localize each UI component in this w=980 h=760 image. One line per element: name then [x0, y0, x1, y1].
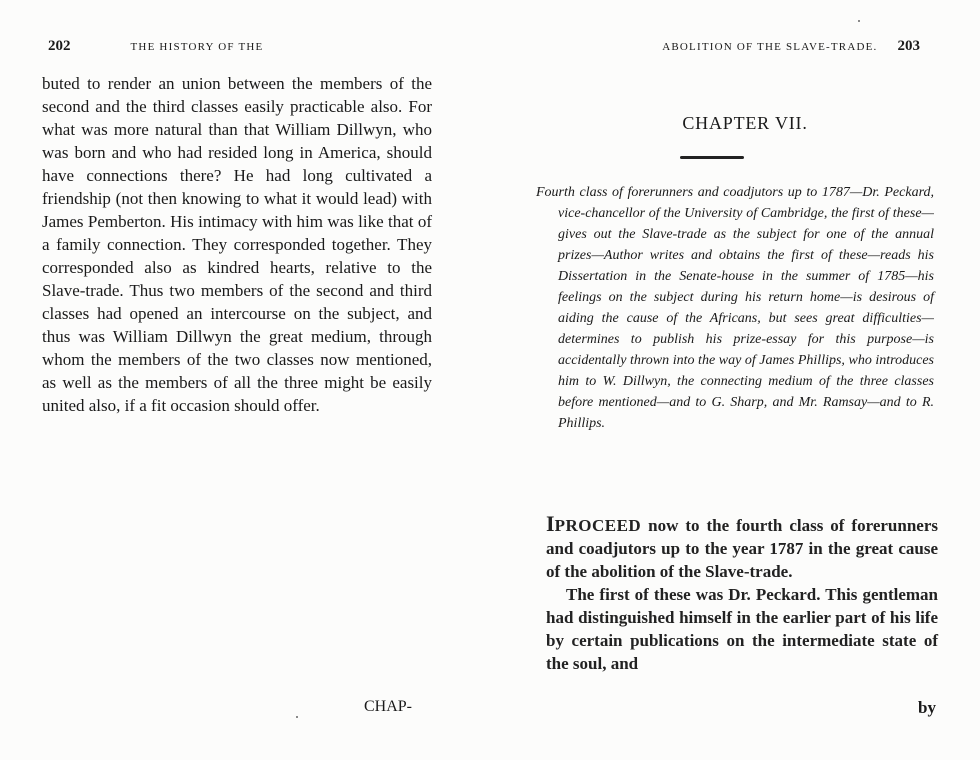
left-running-head [48, 38, 448, 58]
chapter-ornament-rule [680, 156, 744, 159]
left-page-number: 202 [48, 38, 71, 54]
left-body-text: buted to render an union between the members of the second and the third classes easily practicable also. For what was more natural than that William Dillwyn, who was born and who had resided long in America, should have connections there? He had long cultivated a friendship (not then knowing to what it would lead) with James Pemberton. His intimacy with him was like that of a family connection. They corresponded together. They corresponded also as kindred hearts, relative to the Slave-trade. Thus two members of the second and third classes had opened an intercourse on the subject, and thus was William Dillwyn the great medium, through whom the members of the two classes now mentioned, as well as the members of all the three might be easily united also, if a fit occasion should offer. [42, 74, 432, 415]
print-speck [296, 716, 298, 718]
right-page-number: 203 [897, 38, 920, 54]
paragraph-2: The first of these was Dr. Peckard. This gentleman had distinguished himself in the earlier part of his life by certain publications on the intermediate state of the soul, and [546, 585, 938, 673]
right-running-head [590, 38, 920, 58]
right-catchword: by [918, 698, 936, 717]
paragraph-1-text: now to the fourth class of forerunners and coadjutors up to the year 1787 in the great cause of the abolition of the Slave-trade. [546, 516, 938, 581]
chapter-title: CHAPTER VII. [682, 113, 808, 133]
left-catchword: CHAP- [364, 698, 413, 715]
right-running-title: ABOLITION OF THE SLAVE-TRADE. [662, 41, 878, 53]
chapter-summary [536, 182, 934, 434]
right-page [490, 0, 980, 760]
paragraph-1 [546, 512, 938, 583]
proceed-word: PROCEED [554, 516, 642, 535]
chapter-summary-text: Fourth class of forerunners and coadjutors up to 1787—Dr. Peckard, vice-chancellor of the University of Cambridge, the first of these—gives out the Slave-trade as the subject for one of the annual prizes—Author writes and obtains the first of these—reads his Dissertation in the Senate-house in the summer of 1785—his feelings on the subject during his return home—is desirous of aiding the cause of the Africans, but sees great difficulties—determines to publish his prize-essay for this purpose—is accidentally thrown into the way of James Phillips, who introduces him to W. Dillwyn, the connecting medium of the three classes before mentioned—and to G. Sharp, and Mr. Ramsay—and to R. Phillips. [536, 185, 934, 431]
drop-cap: I [546, 511, 555, 536]
right-body-text [546, 512, 938, 675]
left-running-title: THE HISTORY OF THE [130, 41, 264, 53]
print-speck [858, 20, 860, 22]
